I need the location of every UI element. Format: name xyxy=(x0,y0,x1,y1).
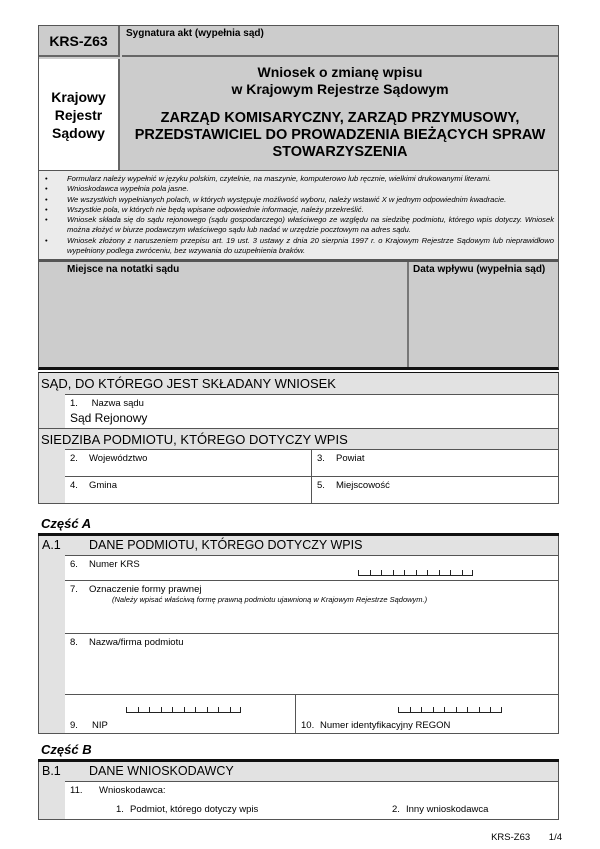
option-label: Podmiot, którego dotyczy wpis xyxy=(130,804,259,816)
field-label: NIP xyxy=(92,720,108,732)
court-section xyxy=(38,372,559,504)
section-b1-header xyxy=(39,762,558,781)
part-b-label: Część B xyxy=(41,742,92,758)
digit-box[interactable] xyxy=(421,707,433,712)
field-number: 1. xyxy=(70,398,78,410)
regon-field[interactable] xyxy=(295,695,558,733)
field-label: Miejscowość xyxy=(336,480,390,492)
title-line: Wniosek o zmianę wpisu xyxy=(257,64,423,80)
field-number: 3. xyxy=(317,453,325,465)
seat-row xyxy=(65,449,558,476)
registry-name-line: Krajowy xyxy=(51,88,106,105)
digit-box[interactable] xyxy=(358,570,370,575)
case-signature-label: Sygnatura akt (wypełnia sąd) xyxy=(126,28,264,39)
title-line: w Krajowym Rejestrze Sądowym xyxy=(231,81,449,97)
field-number: 5. xyxy=(317,480,325,492)
legal-form-hint: (Należy wpisać właściwą formę prawną podmiotu ujawnioną w Krajowym Rejestrze Sądowym.) xyxy=(112,595,428,605)
receipt-date-label: Data wpływu (wypełnia sąd) xyxy=(413,264,546,276)
digit-box[interactable] xyxy=(490,707,502,712)
digit-box[interactable] xyxy=(450,570,462,575)
option-label: Inny wnioskodawca xyxy=(406,804,489,816)
receipt-date-field xyxy=(409,262,558,367)
nip-digit-boxes[interactable] xyxy=(126,707,241,713)
nip-field[interactable] xyxy=(65,695,295,733)
court-notes-label: Miejsce na notatki sądu xyxy=(67,264,180,276)
entity-name-field[interactable] xyxy=(65,634,558,694)
court-name-value[interactable]: Sąd Rejonowy xyxy=(70,411,148,426)
applicant-row xyxy=(65,781,558,819)
section-a1-header xyxy=(39,536,558,555)
digit-box[interactable] xyxy=(184,707,196,712)
subtitle-line: STOWARZYSZENIA xyxy=(272,144,408,160)
digit-box[interactable] xyxy=(230,707,242,712)
digit-box[interactable] xyxy=(161,707,173,712)
form-title xyxy=(122,59,558,170)
form-code: KRS-Z63 xyxy=(39,26,120,57)
field-label: Nazwa/firma podmiotu xyxy=(89,637,184,649)
digit-box[interactable] xyxy=(207,707,219,712)
registry-name-line: Sądowy xyxy=(52,124,105,141)
instruction-item: • Wszystkie pola, w których nie będą wpisane odpowiednie informacje, należy przekreślić. xyxy=(43,205,554,215)
field-number: 4. xyxy=(70,480,78,492)
field-number: 11. xyxy=(70,785,83,797)
part-a-label: Część A xyxy=(41,516,92,532)
court-name-row xyxy=(65,394,558,428)
digit-box[interactable] xyxy=(427,570,439,575)
digit-box[interactable] xyxy=(416,570,428,575)
krs-row xyxy=(65,555,558,580)
registry-name-line: Rejestr xyxy=(54,106,103,123)
court-notes-area xyxy=(38,260,559,370)
digit-box[interactable] xyxy=(126,707,138,712)
digit-box[interactable] xyxy=(398,707,410,712)
legal-form-row xyxy=(65,580,558,633)
footer-form-code: KRS-Z63 xyxy=(491,832,531,843)
digit-box[interactable] xyxy=(433,707,445,712)
field-number: 9. xyxy=(70,720,78,732)
applicant-field xyxy=(65,782,558,819)
instruction-item: • Formularz należy wypełnić w języku polskim, czytelnie, na maszynie, komputerowo lub ręcznie, wielkimi drukowanymi literami. xyxy=(43,174,554,184)
form-header xyxy=(38,25,559,171)
seat-row xyxy=(65,476,558,503)
field-number: 6. xyxy=(70,559,78,571)
field-label: Wnioskodawca: xyxy=(99,785,166,797)
instructions-list xyxy=(38,171,559,260)
applicant-option-entity[interactable] xyxy=(116,804,258,815)
field-label: Województwo xyxy=(89,453,148,465)
court-name-field[interactable] xyxy=(65,395,558,428)
field-label: Numer KRS xyxy=(89,559,140,571)
applicant-option-other[interactable] xyxy=(392,804,488,815)
digit-box[interactable] xyxy=(370,570,382,575)
page-footer xyxy=(491,832,562,843)
regon-digit-boxes[interactable] xyxy=(398,707,502,713)
court-notes-field xyxy=(39,262,409,367)
digit-box[interactable] xyxy=(404,570,416,575)
registry-name xyxy=(39,59,120,170)
digit-box[interactable] xyxy=(467,707,479,712)
instruction-item: • Wnioskodawca wypełnia pola jasne. xyxy=(43,184,554,194)
field-number: 7. xyxy=(70,584,78,596)
part-b-section xyxy=(38,762,559,820)
field-number: 8. xyxy=(70,637,78,649)
digit-box[interactable] xyxy=(479,707,491,712)
voivodeship-field[interactable] xyxy=(65,450,311,476)
case-signature-field xyxy=(122,26,558,57)
krs-digit-boxes[interactable] xyxy=(358,570,473,576)
legal-form-field[interactable] xyxy=(65,581,558,633)
field-number: 10. xyxy=(301,720,315,732)
digit-box[interactable] xyxy=(138,707,150,712)
subtitle-line: PRZEDSTAWICIEL DO PROWADZENIA BIEŻĄCYCH SPRAW xyxy=(134,127,546,143)
digit-box[interactable] xyxy=(195,707,207,712)
digit-box[interactable] xyxy=(462,570,474,575)
section-code: B.1 xyxy=(42,764,61,779)
municipality-field[interactable] xyxy=(65,477,311,503)
county-field[interactable] xyxy=(311,450,558,476)
field-label: Nazwa sądu xyxy=(91,398,144,410)
tax-ids-row xyxy=(65,694,558,733)
instruction-item: • We wszystkich wypełnianych polach, w których występuje możliwość wyboru, należy wstawić X w jednym odpowiednim kwadracie. xyxy=(43,195,554,205)
digit-box[interactable] xyxy=(149,707,161,712)
digit-box[interactable] xyxy=(172,707,184,712)
digit-box[interactable] xyxy=(381,570,393,575)
locality-field[interactable] xyxy=(311,477,558,503)
field-label: Numer identyfikacyjny REGON xyxy=(320,720,451,732)
court-section-title: SĄD, DO KTÓREGO JEST SKŁADANY WNIOSEK xyxy=(41,376,336,392)
field-label: Powiat xyxy=(336,453,365,465)
option-number: 2. xyxy=(392,804,400,816)
instruction-item: • Wniosek złożony z naruszeniem przepisu art. 19 ust. 3 ustawy z dnia 20 sierpnia 1997 r. o Krajowym Rejestrze Sądowym lub nieprawidłowo wypełniony podlega zwróceniu, bez wzywania do uzupełnienia braków. xyxy=(43,236,554,257)
entity-name-row xyxy=(65,633,558,694)
field-number: 2. xyxy=(70,453,78,465)
subtitle-line: ZARZĄD KOMISARYCZNY, ZARZĄD PRZYMUSOWY, xyxy=(160,110,520,126)
section-code: A.1 xyxy=(42,538,61,553)
form-page xyxy=(38,25,559,820)
instruction-item: • Wniosek składa się do sądu rejonowego (sądu gospodarczego) właściwego ze względu na siedzibę podmiotu, którego wpis dotyczy. Wniosek można złożyć w biurze podawczym właściwego sądu lub nadać w urzędzie pocztowym na adres sądu. xyxy=(43,215,554,236)
digit-box[interactable] xyxy=(444,707,456,712)
page-number: 1/4 xyxy=(548,832,562,843)
digit-box[interactable] xyxy=(393,570,405,575)
section-title: DANE PODMIOTU, KTÓREGO DOTYCZY WPIS xyxy=(89,538,363,553)
digit-box[interactable] xyxy=(218,707,230,712)
digit-box[interactable] xyxy=(410,707,422,712)
digit-box[interactable] xyxy=(456,707,468,712)
field-label: Gmina xyxy=(89,480,117,492)
digit-box[interactable] xyxy=(439,570,451,575)
section-title: DANE WNIOSKODAWCY xyxy=(89,764,234,779)
seat-section-title: SIEDZIBA PODMIOTU, KTÓREGO DOTYCZY WPIS xyxy=(39,428,558,449)
part-a-section xyxy=(38,536,559,734)
krs-number-field[interactable] xyxy=(65,556,558,580)
option-number: 1. xyxy=(116,804,124,816)
field-label: Oznaczenie formy prawnej xyxy=(89,584,202,596)
